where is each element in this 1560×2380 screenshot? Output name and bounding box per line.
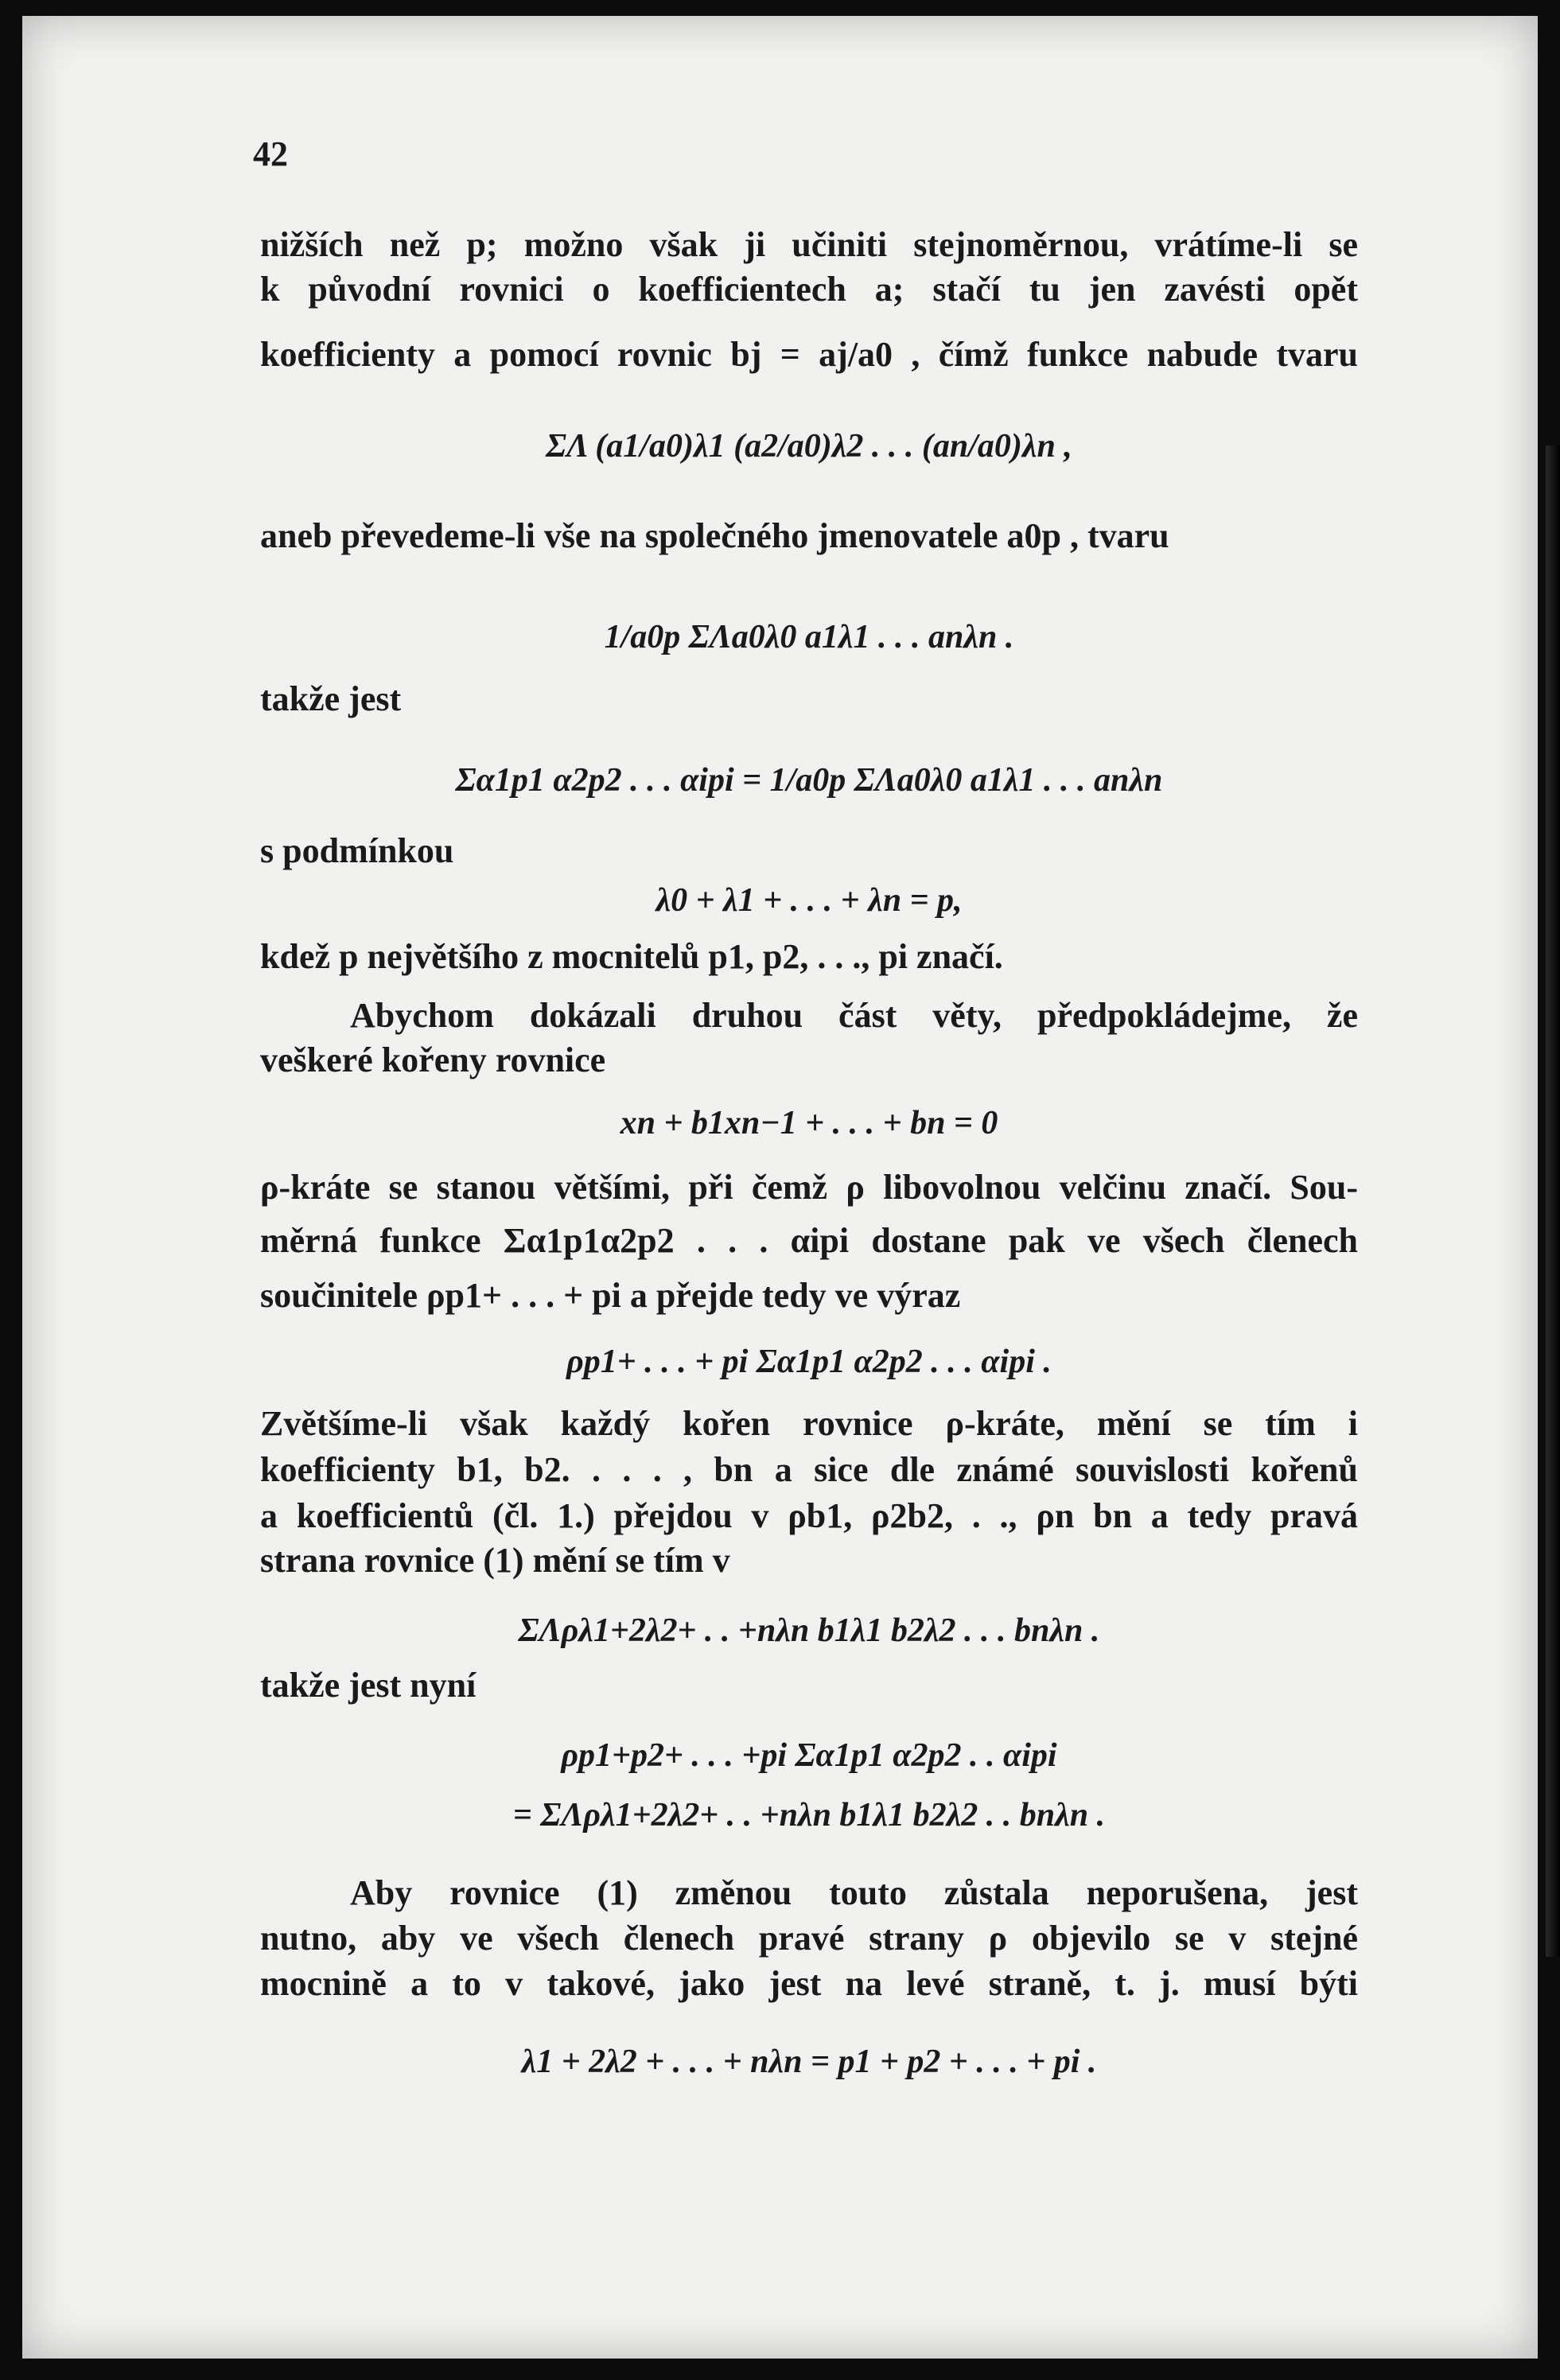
text-line-13: Zvětšíme-li však každý kořen rovnice ρ-kráte, mění se tím i [260, 1404, 1358, 1443]
text-line-9: veškeré kořeny rovnice [260, 1040, 606, 1079]
page-number: 42 [253, 134, 288, 173]
text-line-17: takže jest nyní [260, 1666, 477, 1705]
equation-1: ΣΛ (a1/a0)λ1 (a2/a0)λ2 . . . (an/a0)λn , [546, 428, 1072, 465]
text-line-8: Abychom dokázali druhou část věty, předpokládejme, že [350, 996, 1358, 1035]
equation-4: λ0 + λ1 + . . . + λn = p, [656, 882, 963, 919]
equation-7: ΣΛρλ1+2λ2+ . . +nλn b1λ1 b2λ2 . . . bnλn . [518, 1612, 1100, 1649]
text-line-7: kdež p největšího z mocnitelů p1, p2, . . ., pi značí. [260, 937, 1003, 976]
text-line-16: strana rovnice (1) mění se tím v [260, 1541, 730, 1580]
text-line-20: mocnině a to v takové, jako jest na levé straně, t. j. musí býti [260, 1964, 1358, 2003]
text-line-14: koefficienty b1, b2. . . . , bn a sice dle známé souvislosti kořenů [260, 1450, 1358, 1489]
page-edge-shadow [1546, 445, 1560, 1957]
equation-3: Σα1p1 α2p2 . . . αipi = 1/a0p ΣΛa0λ0 a1λ1 . . . anλn [455, 762, 1163, 799]
equation-10: λ1 + 2λ2 + . . . + nλn = p1 + p2 + . . . + pi . [521, 2044, 1097, 2080]
text-line-19: nutno, aby ve všech členech pravé strany ρ objevilo se v stejné [260, 1919, 1358, 1958]
text-line-2: k původní rovnici o koefficientech a; stačí tu jen zavésti opět [260, 270, 1358, 309]
text-line-10: ρ-kráte se stanou většími, při čemž ρ libovolnou velčinu značí. Sou- [260, 1168, 1358, 1207]
text-line-11: měrná funkce Σα1p1α2p2 . . . αipi dostane pak ve všech členech [260, 1221, 1358, 1260]
text-line-3: koefficienty a pomocí rovnic bj = aj/a0 , čímž funkce nabude tvaru [260, 335, 1358, 374]
text-line-15: a koefficientů (čl. 1.) přejdou v ρb1, ρ2b2, . ., ρn bn a tedy pravá [260, 1496, 1358, 1535]
text-line-12: součinitele ρp1+ . . . + pi a přejde tedy ve výraz [260, 1276, 961, 1315]
equation-9: = ΣΛρλ1+2λ2+ . . +nλn b1λ1 b2λ2 . . bnλn . [512, 1797, 1106, 1834]
text-line-5: takže jest [260, 679, 402, 718]
text-line-6: s podmínkou [260, 831, 454, 870]
equation-8: ρp1+p2+ . . . +pi Σα1p1 α2p2 . . αipi [561, 1737, 1057, 1774]
text-line-18: Aby rovnice (1) změnou touto zůstala neporušena, jest [350, 1873, 1358, 1912]
equation-2: 1/a0p ΣΛa0λ0 a1λ1 . . . anλn . [604, 619, 1014, 655]
text-line-1: nižších než p; možno však ji učiniti stejnoměrnou, vrátíme-li se [260, 225, 1358, 264]
equation-5: xn + b1xn−1 + . . . + bn = 0 [620, 1105, 998, 1141]
text-line-4: aneb převedeme-li vše na společného jmenovatele a0p , tvaru [260, 516, 1169, 555]
equation-6: ρp1+ . . . + pi Σα1p1 α2p2 . . . αipi . [566, 1344, 1052, 1380]
